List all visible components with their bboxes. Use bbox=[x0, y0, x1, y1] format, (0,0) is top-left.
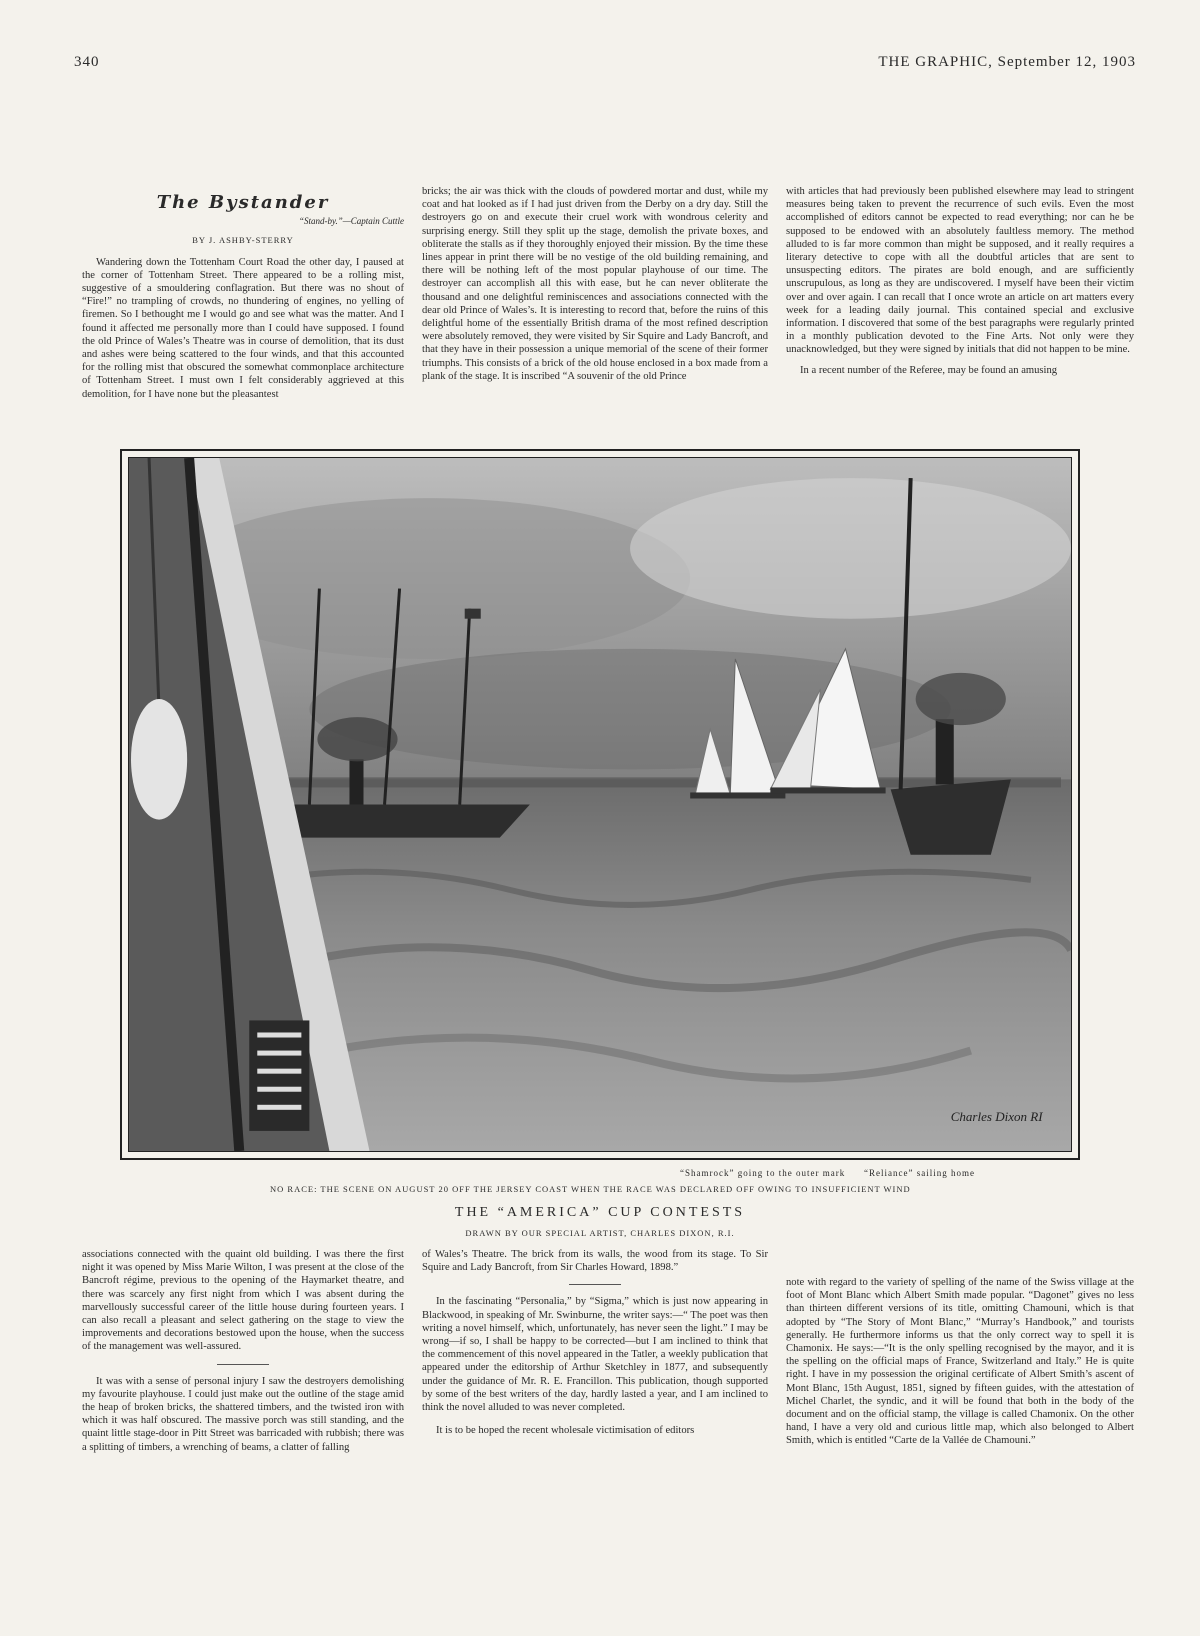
flag bbox=[465, 609, 481, 619]
paragraph: Wandering down the Tottenham Court Road the other day, I paused at the corner of Tottenham Street. There appeared to be a rolling mist, suggestive of a smouldering conflagration. But there was no shout of “Fire!” no trampling of crowds, no thundering of engines, no yelling of firemen. So I bethought me I would go and see what was the matter. And I found it affected me personally more than I could have supposed. I found the old Prince of Wales’s Theatre was in course of demolition, that its dust and ashes were being scattered to the four winds, and that this accounted for the rolling mist that obscured the somewhat commonplace architecture of Tottenham Street. I must own I felt considerably aggrieved at this demolition, for I have none but the pleasantest bbox=[82, 256, 404, 400]
illustration-title: THE “AMERICA” CUP CONTESTS bbox=[454, 1205, 746, 1220]
right-steamer-hull bbox=[891, 779, 1011, 854]
illustration-frame bbox=[120, 449, 1080, 1160]
paragraph: bricks; the air was thick with the clouds of powdered mortar and dust, while my coat and hat looked as if I had just driven from the Derby on a dry day. Still the destroyers go on and execute their cruel work with wondrous celerity and surprising energy. Still they split up the stage, demolish the private boxes, and obliterate the stalls as if they thoroughly enjoyed their mission. By the time these lines appear in print there will be no vestige of the old building remaining, and there will be nothing left of the most popular playhouse of our time. The destroyer can accomplish all this with ease, but he can never obliterate the thousand and one delightful reminiscences and associations connected with the dear old Prince of Wales’s. It is interesting to record that, before the ruins of this delightful home of the essentially British drama of the most refined description were absolutely removed, they were visited by Sir Squire and Lady Bancroft, and that they have in their possession a unique memorial of the scene of their former triumphs. This consists of a brick of the old house enclosed in a box made from a plank of the stage. It is inscribed “A souvenir of the old Prince bbox=[422, 186, 768, 382]
article-motto: “Stand-by.”—Captain Cuttle bbox=[298, 216, 404, 227]
illustration-credit: DRAWN BY OUR SPECIAL ARTIST, CHARLES DIXON, R.I. bbox=[465, 1228, 735, 1238]
paragraph: note with regard to the variety of spelling of the name of the Swiss village at the foot of Mont Blanc which Albert Smith made popular. “Dagonet” gives no less than thirteen different versions of its title, omitting Chamouni, which is that adopted by “The Story of Mont Blanc,” “Murray’s Handbook,” and tourists generally. He furthermore informs us that the only correct way to spell it is Chamonix. He says:—“It is the only spelling recognised by the mayor, and it is the spelling on the official maps of France, Switzerland and Italy.” He is quite right. I have in my possession the original certificate of Albert Smith’s ascent of Mont Blanc, 15th August, 1851, signed by fifteen guides, with the attestation of Michel Charlet, the syndic, and it will be found that both in the body of the document and on the official stamp, the village is called Chamonix. On the other hand, I have a very old and curious little map, which also belonged to Albert Smith, which is entitled “Carte de la Vallée de Chamouni.” bbox=[786, 1277, 1134, 1447]
divider bbox=[569, 1284, 621, 1285]
right-steamer-funnel bbox=[936, 719, 954, 784]
article-column-1-bottom bbox=[82, 1248, 404, 1454]
paragraph: It is to be hoped the recent wholesale victimisation of editors bbox=[436, 1425, 695, 1437]
paragraph: In the fascinating “Personalia,” by “Sigma,” which is just now appearing in Blackwood, in speaking of Mr. Swinburne, the writer says:—“ The poet was then writing a novel himself, which, unfortunately, has never seen the light.” I may be wrong—if so, I shall be happy to be corrected—but I am inclined to think that the commencement of this novel appeared in the Tatler, a weekly publication that appeared under the editorship of Arthur Sketchley in 1877, and subsequently under the guidance of Mr. R. E. Francillon. This publication, though supported by some of the best writers of the day, hardly lasted a year, and I am inclined to think the novel alluded to was never completed. bbox=[422, 1296, 768, 1414]
article-title: The Bystander bbox=[156, 192, 330, 213]
article-column-2-top bbox=[422, 185, 768, 383]
funnel-smoke bbox=[916, 673, 1006, 725]
page-number: 340 bbox=[74, 54, 100, 70]
yacht-race-illustration bbox=[128, 457, 1072, 1152]
spectators bbox=[131, 699, 187, 820]
steam-yacht-funnel bbox=[349, 759, 363, 804]
article-byline: BY J. ASHBY-STERRY bbox=[192, 235, 294, 246]
caption-main: NO RACE: THE SCENE ON AUGUST 20 OFF THE JERSEY COAST WHEN THE RACE WAS DECLARED OFF OWING TO INSUFFICIENT WIND bbox=[270, 1184, 911, 1194]
article-column-3-bottom bbox=[786, 1276, 1134, 1448]
masthead: THE GRAPHIC, September 12, 1903 bbox=[878, 54, 1136, 70]
article-column-1-top bbox=[82, 186, 404, 401]
article-column-3-top bbox=[786, 185, 1134, 377]
paragraph: of Wales’s Theatre. The brick from its walls, the wood from its stage. To Sir Squire and Lady Bancroft, from Sir Charles Howard, 1898.” bbox=[422, 1249, 768, 1274]
divider bbox=[217, 1364, 269, 1365]
paragraph: In a recent number of the Referee, may be found an amusing bbox=[800, 364, 1058, 376]
artist-signature: Charles Dixon RI bbox=[950, 1108, 1043, 1124]
cloud bbox=[630, 478, 1071, 619]
paragraph: associations connected with the quaint old building. I was there the first night it was opened by Miss Marie Wilton, I was present at the close of the Bancroft régime, previous to the opening of the Haymarket theatre, and there was scarcely any first night from which I was absent during the marvellously successful career of the little house during fourteen years. I can also recall a pleasant and select gathering on the stage to view the improvements and decorations bestowed upon the house, when the success of the management was well-assured. bbox=[82, 1249, 404, 1353]
illustration-drawing bbox=[129, 458, 1071, 1151]
reliance-hull bbox=[770, 787, 885, 793]
paragraph: with articles that had previously been published elsewhere may lead to stringent measures being taken to prevent the recurrence of such evils. Even the most accomplished of editors cannot be expected to read everything; nor can he be supposed to be endowed with an absolutely faultless memory. The method alluded to is far more common than might be supposed, and it really requires a literary detective to cope with all the doubtful articles that are sent to unsuspecting editors. The pirates are bold enough, and are sufficiently unscrupulous, as long as they are undiscovered. I myself have been their victim over and over again. I can recall that I once wrote an article on art matters every week for a leading daily journal. This contained special and exclusive information. I discovered that some of the best paragraphs were regularly printed in a monthly publication devoted to the Fine Arts. Not only were they unacknowledged, but they were signed by initials that did not happen to be mine. bbox=[786, 186, 1134, 356]
paragraph: It was with a sense of personal injury I saw the destroyers demolishing my favourite playhouse. I could just make out the outline of the stage amid the heap of broken bricks, the shattered timbers, and the twisted iron with which it was half obscured. The massive porch was still standing, and the quaint little stage-door in Pitt Street was barricaded with rubbish; there was a splitting of timbers, a wrenching of beams, a clatter of falling bbox=[82, 1375, 404, 1453]
caption-reliance: “Reliance” sailing home bbox=[864, 1168, 975, 1178]
caption-shamrock: “Shamrock” going to the outer mark bbox=[680, 1168, 846, 1178]
funnel-smoke bbox=[317, 717, 397, 761]
article-column-2-bottom bbox=[422, 1248, 768, 1437]
